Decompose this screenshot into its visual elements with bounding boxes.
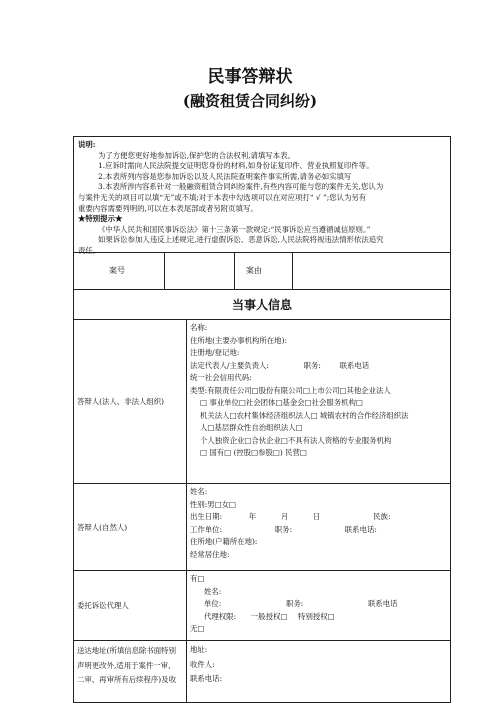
- cause-label: 案由: [246, 266, 262, 275]
- representative-phone-label: 联系电话: [339, 360, 370, 370]
- work-label: 工作单位:: [190, 524, 223, 534]
- service-label-line: 二审、再审所有后续程序)及收: [77, 675, 176, 684]
- agent-duty-label: 职务:: [286, 599, 304, 608]
- person-residence-field[interactable]: 经常居住地:: [190, 549, 230, 559]
- org-representative-field[interactable]: [190, 360, 447, 373]
- instructions-box: [73, 136, 451, 253]
- person-gender-options[interactable]: 性别:男□女□: [190, 499, 237, 509]
- person-domicile-field[interactable]: 住所地(户籍所在地):: [190, 537, 258, 546]
- person-name-field[interactable]: 姓名:: [190, 487, 208, 496]
- instructions-heading: 说明:: [78, 140, 96, 149]
- day-label: 日: [313, 512, 321, 521]
- month-label: 月: [280, 512, 289, 521]
- special-authority-checkbox[interactable]: 特别授权□: [298, 611, 335, 621]
- document-subtitle: (融资租赁合同纠纷): [182, 92, 318, 110]
- year-label: 年: [248, 512, 257, 521]
- service-address-row: [73, 641, 451, 703]
- birth-label: 出生日期:: [190, 512, 223, 521]
- person-work-field[interactable]: [190, 524, 447, 537]
- instruction-line: 1.应诉时需向人民法院提交证明您身份的材料,如身份证复印件、营业执照复印件等。: [98, 161, 374, 171]
- org-type-options[interactable]: 机关法人□农村集体经济组织法人□ 城镇农村的合作经济组织法: [200, 410, 409, 420]
- agent-phone-label: 联系电话: [368, 599, 398, 608]
- instruction-line: 3.本表所涉内容系针对一般融资租赁合同纠纷案件,有些内容可能与您的案件无关,您认为: [98, 182, 384, 192]
- special-tip-heading: ★特别提示★: [78, 214, 123, 224]
- cause-field[interactable]: [293, 253, 450, 289]
- party-info-heading: 当事人信息: [73, 290, 451, 320]
- org-type-options[interactable]: □ 事业单位□社会团体□基金会□社会服务机构□: [200, 398, 363, 407]
- representative-label: 法定代表人/主要负责人:: [190, 360, 269, 370]
- respondent-org-label: 答辩人(法人、非法人组织): [74, 320, 187, 483]
- service-receiver-field[interactable]: 收件人:: [190, 659, 215, 669]
- case-number-label: 案号: [109, 266, 125, 275]
- org-type-options[interactable]: 类型:有限责任公司□股份有限公司□上市公司□其他企业法人: [190, 385, 391, 395]
- phone-label: 联系电话:: [344, 524, 377, 534]
- org-domicile-field[interactable]: 住所地(主要办事机构所在地):: [190, 335, 287, 345]
- service-address-field[interactable]: 地址:: [190, 645, 208, 654]
- agent-fields[interactable]: [187, 571, 450, 640]
- instruction-line: 重要内容需要列明的,可以在本表尾部或者另附页填写。: [78, 203, 258, 213]
- agent-row: [73, 571, 451, 641]
- document-title: 民事答辩状: [207, 67, 293, 87]
- representative-duty-label: 职务:: [303, 360, 321, 370]
- respondent-person-fields[interactable]: [187, 484, 450, 570]
- agent-label: 委托诉讼代理人: [74, 571, 187, 640]
- case-number-field[interactable]: [165, 253, 233, 289]
- agent-has-checkbox[interactable]: 有□: [190, 574, 205, 583]
- service-address-label: [74, 641, 187, 702]
- case-info-row: [73, 253, 451, 290]
- ethnic-label: 民族:: [373, 512, 391, 521]
- agent-none-checkbox[interactable]: 无□: [190, 624, 205, 633]
- service-address-fields[interactable]: [187, 641, 450, 702]
- org-credit-code-field[interactable]: 统一社会信用代码:: [190, 373, 252, 382]
- authority-label: 代理权限:: [204, 611, 237, 621]
- service-label-line: 声明更改外,适用于案件一审、: [77, 660, 176, 670]
- org-registration-field[interactable]: 注册地/登记地:: [190, 348, 240, 357]
- instruction-line: 与案件无关的项目可以填“无”或不填;对于本表中勾选项可以在对应项打“ √ ”;您认为另有: [78, 192, 367, 202]
- agent-unit-label: 单位:: [204, 599, 222, 608]
- org-type-options[interactable]: 个人独资企业□合伙企业□不具有法人资格的专业服务机构: [200, 435, 392, 445]
- agent-unit-field[interactable]: [190, 598, 447, 611]
- respondent-person-label: 答辩人(自然人): [74, 484, 187, 570]
- duty-label: 职务:: [274, 524, 293, 534]
- tip-line: 如果诉讼参加人违反上述规定,进行虚假诉讼、恶意诉讼,人民法院将视违法情形依法追究: [98, 235, 384, 245]
- agent-authority-field[interactable]: [190, 611, 447, 624]
- respondent-org-fields[interactable]: [187, 320, 450, 483]
- instruction-line: 为了方便您更好地参加诉讼,保护您的合法权利,请填写本表。: [98, 150, 295, 160]
- instruction-line: 2.本表所列内容是您参加诉讼以及人民法院查明案件事实所需,请务必如实填写: [98, 171, 352, 181]
- org-type-options[interactable]: 人□基层群众性自治组织法人□: [200, 423, 303, 432]
- person-birth-field[interactable]: [190, 511, 447, 524]
- org-ownership-options[interactable]: □ 国有□ (控股□参股□) 民营□: [200, 448, 307, 457]
- tip-line: 《中华人民共和国民事诉讼法》第十三条第一款规定:“民事诉讼应当遵循诚信原则。”: [98, 224, 371, 234]
- respondent-org-row: [73, 320, 451, 484]
- respondent-person-row: [73, 484, 451, 571]
- agent-name-field[interactable]: 姓名:: [204, 586, 222, 596]
- service-label-line: 送达地址(所填信息除书面特别: [77, 646, 176, 655]
- org-name-field[interactable]: 名称:: [190, 323, 208, 332]
- general-authority-checkbox[interactable]: 一般授权□: [250, 611, 288, 621]
- tip-line: 责任。: [78, 245, 101, 255]
- service-phone-field[interactable]: 联系电话:: [190, 674, 223, 683]
